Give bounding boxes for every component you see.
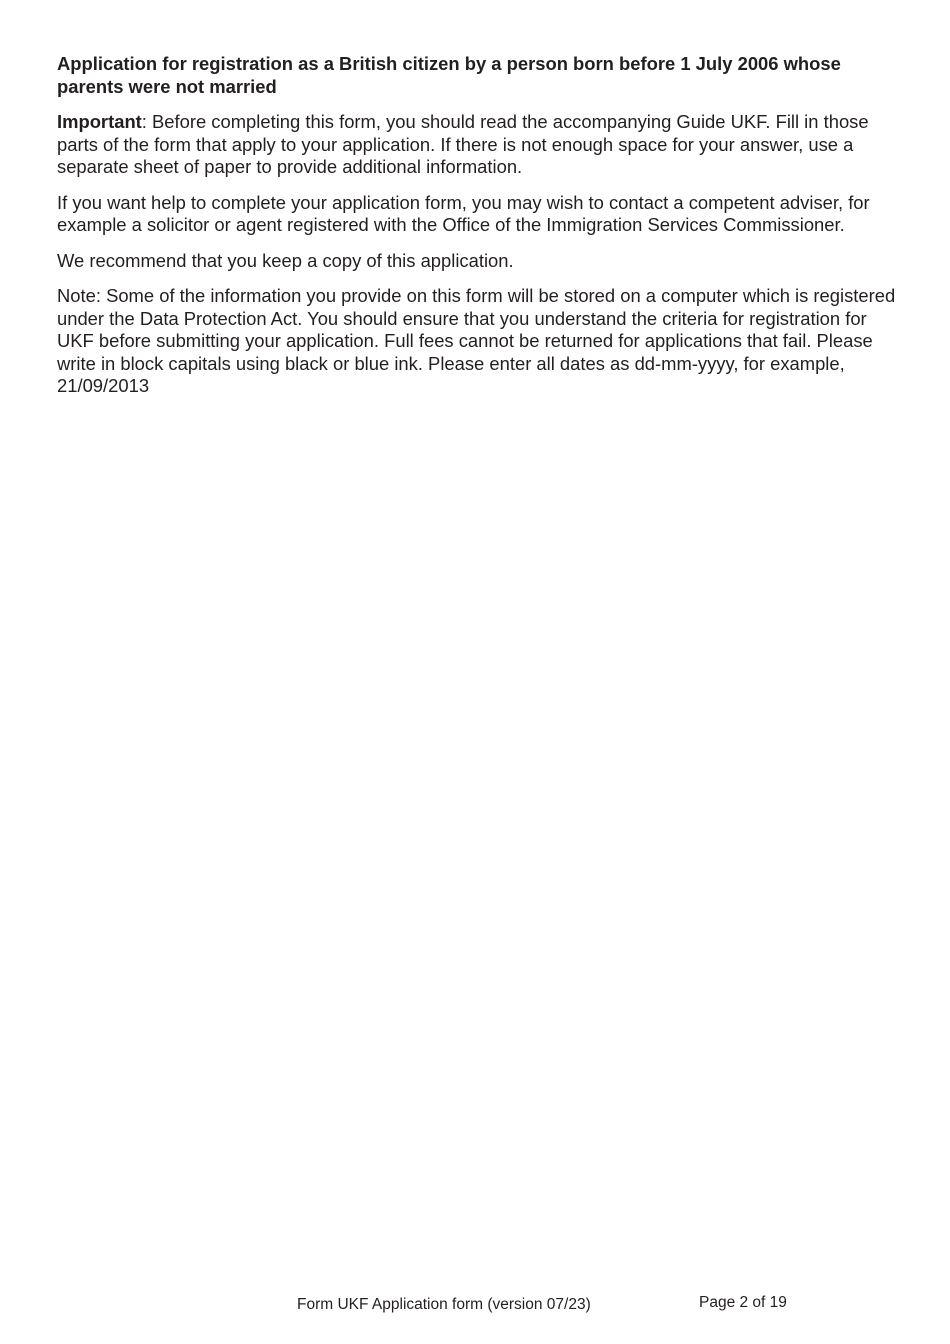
form-title: Application for registration as a British citizen by a person born before 1 July 2006 whose parents were not married bbox=[57, 53, 841, 97]
important-paragraph bbox=[57, 111, 897, 179]
note-paragraph: Note: Some of the information you provide on this form will be stored on a computer which is registered under the Data Protection Act. You should ensure that you understand the criteria for registration for UKF before submitting your application. Full fees cannot be returned for applications that fail. Please write in block capitals using black or blue ink. Please enter all dates as dd-mm-yyyy, for example, 21/09/2013 bbox=[57, 285, 896, 396]
help-paragraph: If you want help to complete your application form, you may wish to contact a competent adviser, for example a solicitor or agent registered with the Office of the Immigration Services Commissioner. bbox=[57, 191, 870, 235]
footer-form-label: Form UKF Application form (version 07/23) bbox=[297, 1296, 591, 1313]
important-label: Important bbox=[57, 111, 142, 132]
footer-page-number: Page 2 of 19 bbox=[699, 1294, 787, 1311]
copy-paragraph: We recommend that you keep a copy of this application. bbox=[57, 249, 514, 271]
important-text: : Before completing this form, you should read the accompanying Guide UKF. Fill in those parts of the form that apply to your application. If there is not enough space for your answer, use a separate sheet of paper to provide additional information. bbox=[57, 111, 869, 177]
document-body bbox=[57, 53, 897, 411]
